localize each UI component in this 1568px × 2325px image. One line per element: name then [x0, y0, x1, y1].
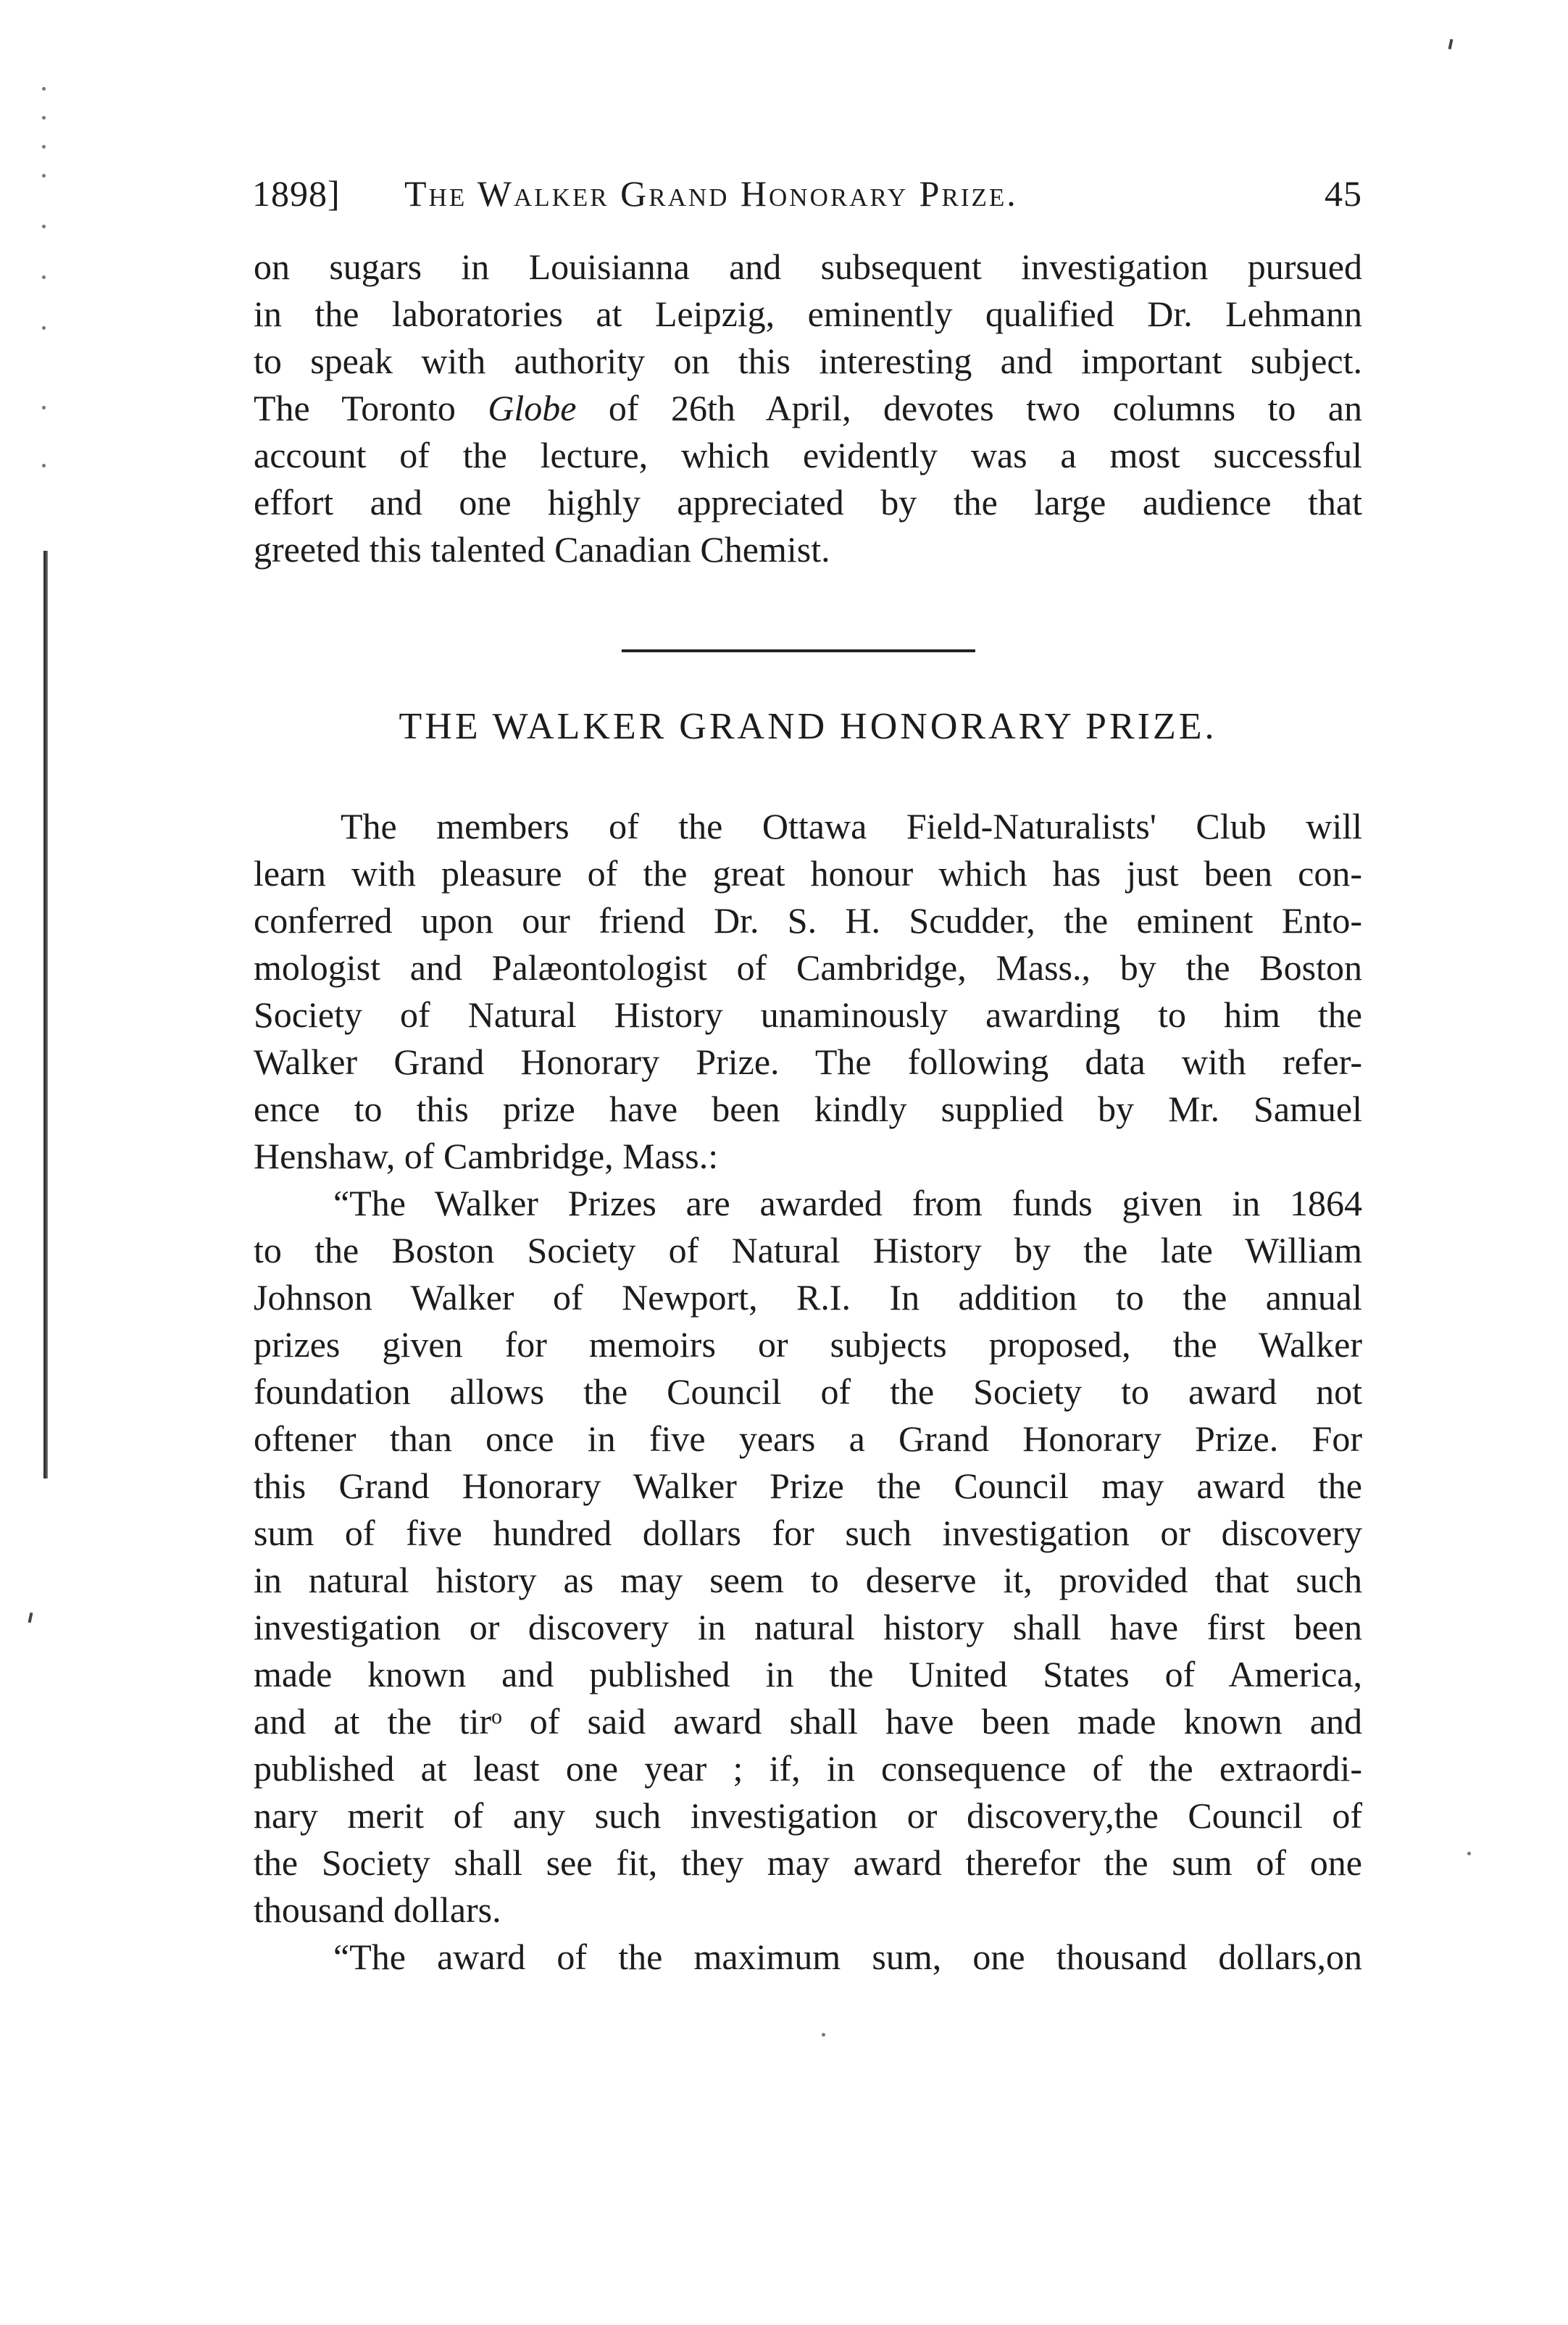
text-line: foundation allows the Council of the Society to award not — [254, 1371, 1362, 1412]
scan-speck — [42, 225, 46, 228]
scan-speck — [42, 87, 46, 91]
scan-speck — [42, 275, 46, 279]
text-line: ence to this prize have been kindly supplied by Mr. Samuel — [254, 1089, 1362, 1129]
text-line: published at least one year ; if, in consequence of the extraordi- — [254, 1748, 1362, 1789]
text-line: account of the lecture, which evidently was a most successful — [254, 435, 1362, 475]
scan-speck — [28, 1613, 33, 1623]
text-line: “The award of the maximum sum, one thousand dollars,on — [333, 1937, 1362, 1977]
text-line: The members of the Ottawa Field-Naturalists' Club will — [341, 806, 1362, 847]
text-line: the Society shall see fit, they may award therefor the sum of one — [254, 1842, 1362, 1883]
previous-article-text — [254, 244, 1362, 573]
text-line: Society of Natural History unaminously awarding to him the — [254, 994, 1362, 1035]
text-line: conferred upon our friend Dr. S. H. Scudder, the eminent Ento- — [254, 900, 1362, 941]
text-line: Johnson Walker of Newport, R.I. In addition to the annual — [254, 1277, 1362, 1318]
text-line: in natural history as may seem to deserve it, provided that such — [254, 1560, 1362, 1600]
text-line: investigation or discovery in natural history shall have first been — [254, 1607, 1362, 1647]
text-line: effort and one highly appreciated by the large audience that — [254, 482, 1362, 523]
text-line: nary merit of any such investigation or discovery,the Council of — [254, 1795, 1362, 1836]
text-line: made known and published in the United States of America, — [254, 1654, 1362, 1694]
article-text — [254, 803, 1362, 1981]
text-line: “The Walker Prizes are awarded from funds given in 1864 — [333, 1183, 1362, 1223]
section-divider — [622, 649, 975, 652]
text-line: to speak with authority on this interesting and important subject. — [254, 341, 1362, 381]
text-line-with-italic: The Toronto Globe of 26th April, devotes two columns to an — [254, 388, 1362, 428]
running-head-year: 1898] — [252, 173, 341, 214]
text-line: oftener than once in five years a Grand Honorary Prize. For — [254, 1418, 1362, 1459]
scan-speck — [42, 406, 46, 409]
scan-speck — [42, 145, 46, 149]
running-head-title: The Walker Grand Honorary Prize. — [404, 173, 1018, 214]
text-line: greeted this talented Canadian Chemist. — [254, 529, 830, 570]
scan-speck — [42, 464, 46, 467]
text-line: Henshaw, of Cambridge, Mass.: — [254, 1136, 719, 1176]
scan-speck — [1448, 39, 1454, 50]
scan-speck — [42, 116, 46, 120]
scan-speck — [822, 2033, 825, 2037]
section-heading: THE WALKER GRAND HONORARY PRIZE. — [399, 706, 1217, 747]
text-line: Walker Grand Honorary Prize. The following data with refer- — [254, 1041, 1362, 1082]
text-line: thousand dollars. — [254, 1889, 501, 1930]
text-line: sum of five hundred dollars for such investigation or discovery — [254, 1513, 1362, 1553]
page-number: 45 — [1325, 173, 1362, 214]
text-line: on sugars in Louisianna and subsequent investigation pursued — [254, 246, 1362, 287]
text-line: mologist and Palæontologist of Cambridge, Mass., by the Boston — [254, 947, 1362, 988]
text-line: to the Boston Society of Natural History by the late William — [254, 1230, 1362, 1270]
scan-speck — [1467, 1852, 1471, 1855]
scan-speck — [42, 174, 46, 178]
running-head — [252, 172, 1362, 223]
text-line: learn with pleasure of the great honour which has just been con- — [254, 853, 1362, 894]
text-line: and at the tirᵒ of said award shall have been made known and — [254, 1701, 1362, 1742]
text-line: this Grand Honorary Walker Prize the Council may award the — [254, 1465, 1362, 1506]
binding-shadow — [43, 551, 48, 1478]
scan-speck — [42, 326, 46, 330]
text-line: prizes given for memoirs or subjects proposed, the Walker — [254, 1324, 1362, 1365]
text-line: in the laboratories at Leipzig, eminently qualified Dr. Lehmann — [254, 294, 1362, 334]
italic-text: Globe — [488, 388, 577, 428]
